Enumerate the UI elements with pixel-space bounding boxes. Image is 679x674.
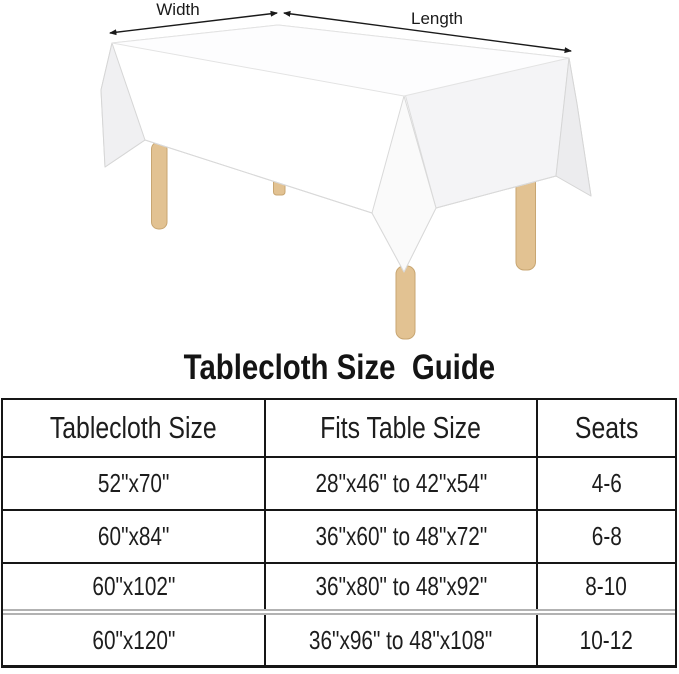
cell-fits-table-size	[266, 458, 538, 509]
cell-tablecloth-size	[3, 615, 266, 665]
cell-value: 52"x70"	[97, 468, 170, 498]
table-leg-right	[516, 175, 536, 270]
cell-seats	[538, 458, 675, 509]
cell-value: 28"x46" to 42"x54"	[315, 468, 487, 498]
cell-value: 36"x96" to 48"x108"	[309, 624, 493, 655]
page-title-text: Tablecloth Size Guide	[183, 348, 496, 387]
header-seats-label: Seats	[574, 410, 639, 445]
cell-seats	[538, 615, 675, 665]
header-tablecloth-size	[3, 400, 266, 456]
table-row	[3, 456, 675, 509]
cell-value: 8-10	[585, 571, 628, 601]
cell-value: 36"x80" to 48"x92"	[315, 571, 487, 601]
page-title	[0, 349, 679, 387]
header-fits-table-size	[266, 400, 538, 456]
table-leg-front	[396, 266, 415, 339]
header-seats	[538, 400, 675, 456]
cell-seats	[538, 511, 675, 562]
cell-seats	[538, 564, 675, 609]
cell-value: 60"x120"	[91, 624, 175, 655]
table-row	[3, 562, 675, 609]
table-leg-left	[152, 142, 168, 229]
table-row	[3, 615, 675, 665]
cell-tablecloth-size	[3, 458, 266, 509]
header-fits-table-size-label: Fits Table Size	[320, 410, 482, 445]
cell-tablecloth-size	[3, 564, 266, 609]
cell-value: 36"x60" to 48"x72"	[315, 521, 487, 551]
cell-tablecloth-size	[3, 511, 266, 562]
cell-fits-table-size	[266, 564, 538, 609]
header-tablecloth-size-label: Tablecloth Size	[50, 410, 217, 445]
cell-value: 6-8	[591, 521, 622, 551]
cell-fits-table-size	[266, 511, 538, 562]
cell-value: 60"x102"	[91, 571, 175, 601]
size-table	[1, 398, 677, 668]
cell-value: 60"x84"	[97, 521, 170, 551]
size-table-header-row	[3, 400, 675, 456]
length-label: Length	[411, 9, 463, 28]
cell-fits-table-size	[266, 615, 538, 665]
width-label: Width	[156, 0, 200, 19]
cell-value: 4-6	[591, 468, 622, 498]
cell-value: 10-12	[579, 624, 634, 655]
table-row	[3, 509, 675, 562]
